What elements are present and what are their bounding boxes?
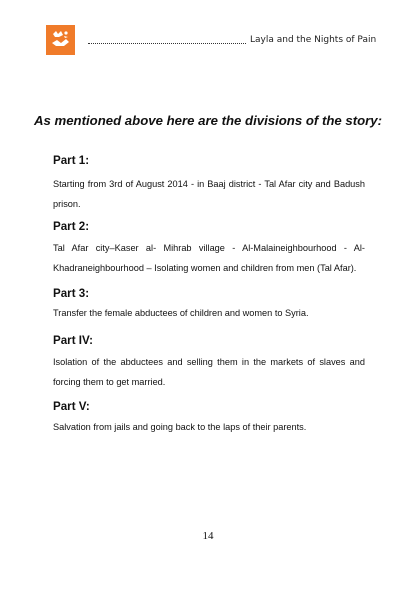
part-5-text: Salvation from jails and going back to the laps of their parents. — [53, 422, 307, 432]
part-4-title: Part IV: — [53, 334, 93, 347]
header-dotted-leader — [88, 38, 246, 44]
part-1-title: Part 1: — [53, 154, 90, 167]
part-2-title: Part 2: — [53, 220, 90, 233]
page-number: 14 — [202, 530, 214, 542]
part-2-text: Tal Afar city–Kaser al- Mihrab village - Al-Malaineighbourhood - Al-Khadraneighbourhood – Isolating women and children from men (Tal Afar). — [53, 243, 365, 273]
part-3-text: Transfer the female abductees of children and women to Syria. — [53, 308, 309, 318]
part-3-title: Part 3: — [53, 287, 90, 300]
part-4-text: Isolation of the abductees and selling them in the markets of slaves and forcing them to get married. — [53, 357, 365, 387]
running-header-title: Layla and the Nights of Pain — [250, 35, 377, 45]
dove-logo-icon — [46, 25, 75, 55]
section-heading: As mentioned above here are the divisions of the story: — [33, 113, 383, 128]
part-1-text: Starting from 3rd of August 2014 - in Baaj district - Tal Afar city and Badush prison. — [53, 179, 365, 209]
part-5-title: Part V: — [53, 400, 90, 413]
